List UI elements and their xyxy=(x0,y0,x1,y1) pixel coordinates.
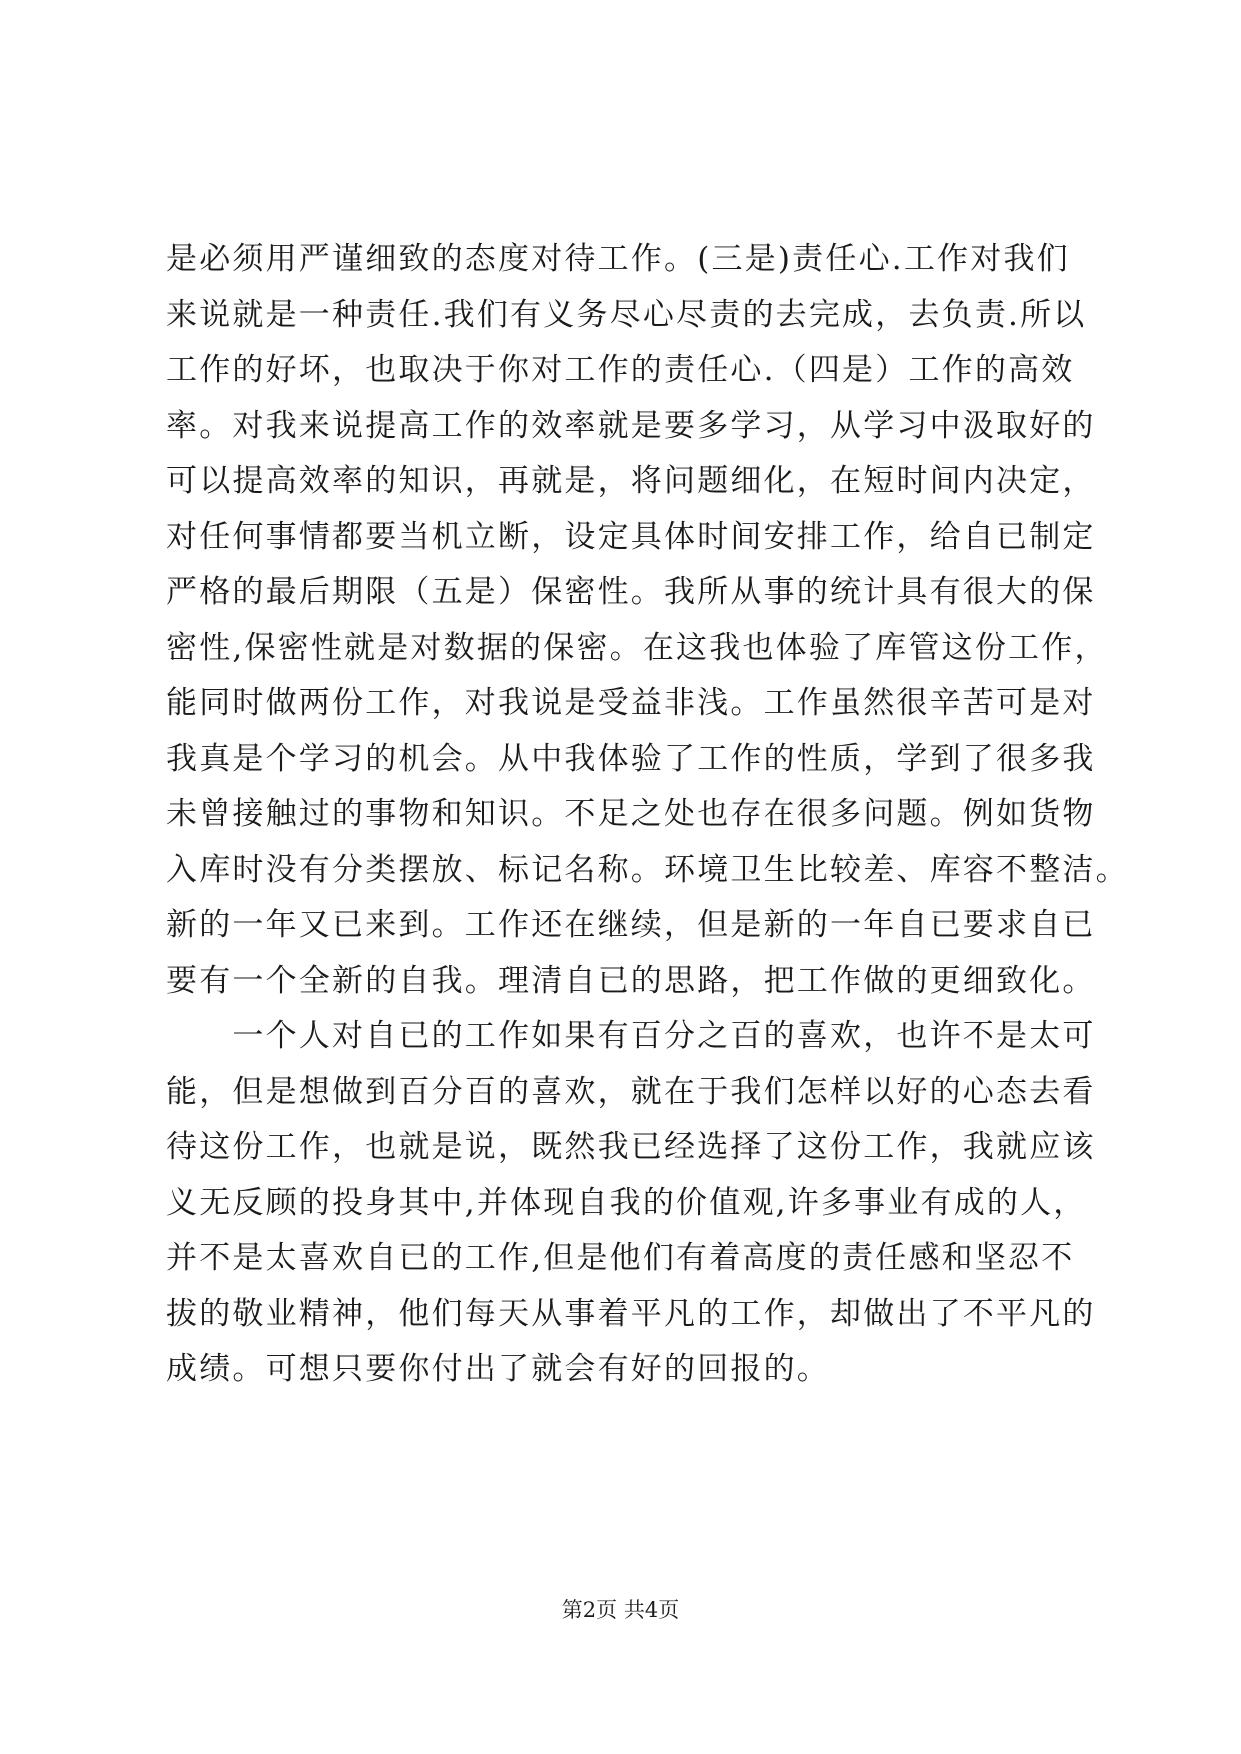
text-line: 能，但是想做到百分百的喜欢，就在于我们怎样以好的心态去看 xyxy=(166,1073,1096,1110)
body-text xyxy=(166,232,1129,1398)
text-line: 待这份工作，也就是说，既然我已经选择了这份工作，我就应该 xyxy=(166,1129,1096,1165)
text-line: 是必须用严谨细致的态度对待工作。(三是)责任心.工作对我们 xyxy=(166,241,1070,277)
text-line: 能同时做两份工作，对我说是受益非浅。工作虽然很辛苦可是对 xyxy=(166,685,1096,721)
text-line: 严格的最后期限（五是）保密性。我所从事的统计具有很大的保 xyxy=(166,574,1096,610)
text-line: 义无反顾的投身其中,并体现自我的价值观,许多事业有成的人， xyxy=(166,1184,1087,1221)
text-line: 一个人对自已的工作如果有百分之百的喜欢，也许不是太可 xyxy=(166,1018,1096,1054)
text-line: 工作的好坏，也取决于你对工作的责任心.（四是）工作的高效 xyxy=(166,352,1075,388)
text-line: 可以提高效率的知识，再就是，将问题细化，在短时间内决定， xyxy=(166,463,1096,499)
text-line: 要有一个全新的自我。理清自已的思路，把工作做的更细致化。 xyxy=(166,962,1096,999)
text-line: 密性,保密性就是对数据的保密。在这我也体验了库管这份工作， xyxy=(166,629,1108,666)
text-line: 入库时没有分类摆放、标记名称。环境卫生比较差、库容不整洁。 xyxy=(166,851,1129,888)
page-footer: 第2页 共4页 xyxy=(561,1598,680,1622)
text-line: 成绩。可想只要你付出了就会有好的回报的。 xyxy=(166,1351,830,1387)
text-line: 新的一年又已来到。工作还在继续，但是新的一年自已要求自已 xyxy=(166,907,1096,943)
text-line: 来说就是一种责任.我们有义务尽心尽责的去完成，去负责.所以 xyxy=(166,296,1087,333)
text-line: 我真是个学习的机会。从中我体验了工作的性质，学到了很多我 xyxy=(166,740,1096,777)
text-line: 并不是太喜欢自已的工作,但是他们有着高度的责任感和坚忍不 xyxy=(166,1240,1075,1276)
text-line: 对任何事情都要当机立断，设定具体时间安排工作，给自已制定 xyxy=(166,518,1096,555)
text-line: 未曾接触过的事物和知识。不足之处也存在很多问题。例如货物 xyxy=(166,796,1096,832)
text-line: 拔的敬业精神，他们每天从事着平凡的工作，却做出了不平凡的 xyxy=(166,1295,1096,1332)
text-line: 率。对我来说提高工作的效率就是要多学习，从学习中汲取好的 xyxy=(166,407,1096,444)
